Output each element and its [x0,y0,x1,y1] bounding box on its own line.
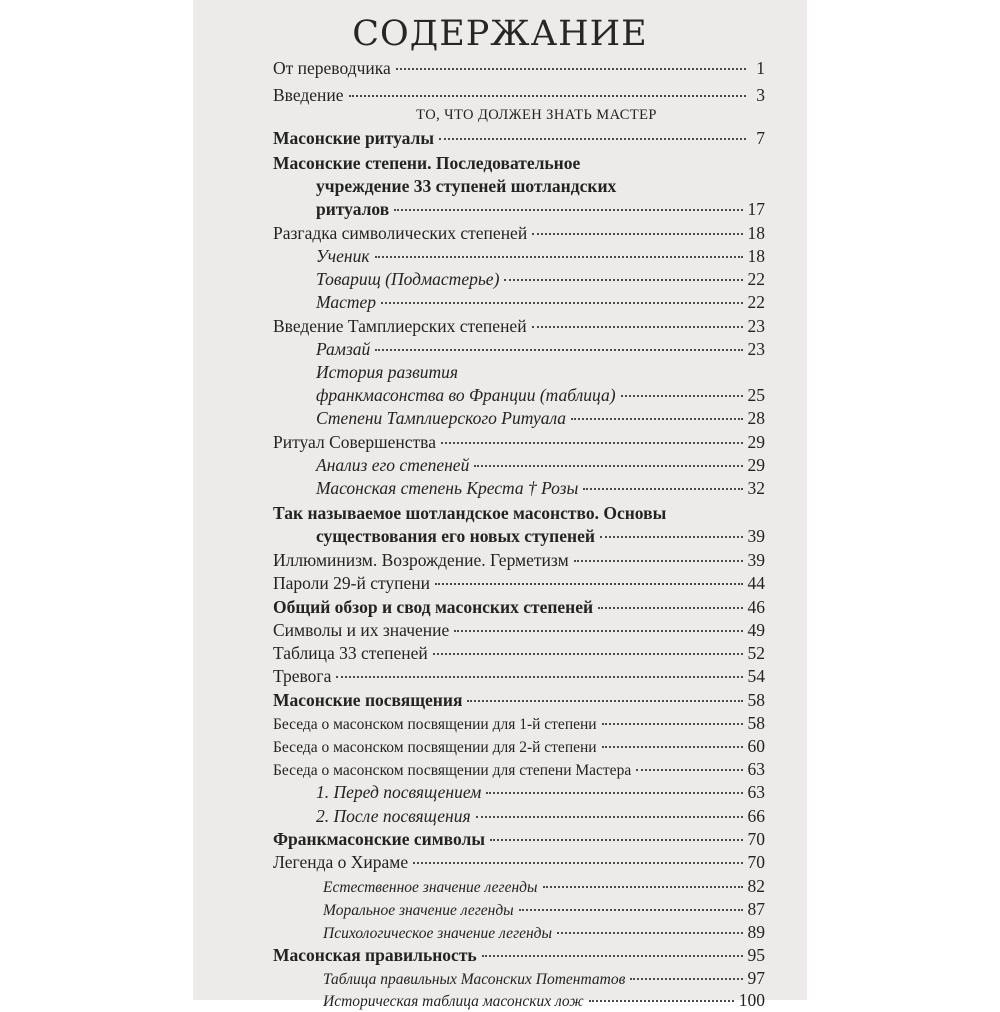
toc-leader-dots [441,442,743,444]
toc-page-number: 22 [747,292,765,312]
toc-entry [273,153,765,175]
toc-subentry [316,339,765,361]
toc-entry [273,666,765,688]
toc-entry [273,852,765,874]
toc-leader-dots [454,630,742,632]
toc-leader-dots [630,978,742,980]
toc-page-number: 3 [756,85,765,105]
toc-subentry [323,899,765,921]
toc-leader-dots [486,792,742,794]
toc-entry-text: Мастер [316,292,377,312]
toc-leader-dots [602,723,743,725]
table-of-contents [193,0,807,1010]
toc-subentry [316,408,765,430]
toc-leader-dots [375,349,742,351]
toc-leader-dots [467,700,742,702]
toc-entry-text: франкмасонства во Франции (таблица) [316,385,616,405]
toc-page-number: 95 [747,945,765,965]
toc-leader-dots [336,676,742,678]
toc-entry-continuation [316,526,765,548]
toc-entry-text: Масонские посвящения [273,690,463,710]
toc-subentry [323,990,765,1012]
toc-leader-dots [433,653,743,655]
toc-page-number: 63 [747,782,765,802]
toc-entry-text: существования его новых ступеней [316,526,595,546]
toc-entry-text: Масонские степени. Последовательное [273,153,581,173]
toc-entry-text: учреждение 33 ступеней шотландских [316,176,617,196]
toc-page-number: 82 [747,876,765,896]
toc-leader-dots [583,488,742,490]
toc-entry [273,85,765,107]
toc-entry [273,223,765,245]
toc-entry-text: Степени Тамплиерского Ритуала [316,408,567,428]
toc-leader-dots [557,932,742,934]
toc-page-number: 54 [747,666,765,686]
toc-entry [273,573,765,595]
toc-page-number: 97 [747,968,765,988]
toc-leader-dots [602,746,743,748]
toc-entry-text: Разгадка символических степеней [273,223,528,243]
toc-leader-dots [519,909,743,911]
toc-entry [273,643,765,665]
toc-entry [273,759,765,781]
toc-leader-dots [396,68,746,70]
toc-entry [273,432,765,454]
toc-entry-text: Анализ его степеней [316,455,470,475]
toc-entry-text: Беседа о масонском посвящении для степени Мастера [273,762,632,779]
toc-entry-text: Психологическое значение легенды [323,925,553,942]
toc-page-number: 44 [747,573,765,593]
toc-entry [273,713,765,735]
toc-leader-dots [574,560,743,562]
toc-leader-dots [482,955,743,957]
toc-page-number: 39 [747,526,765,546]
toc-leader-dots [636,769,742,771]
toc-page-number: 18 [747,223,765,243]
book-page [193,0,807,1010]
toc-section-heading-text: ТО, ЧТО ДОЛЖЕН ЗНАТЬ МАСТЕР [416,107,657,123]
toc-page-number: 70 [747,829,765,849]
toc-page-number: 25 [747,385,765,405]
toc-subentry [316,455,765,477]
toc-leader-dots [600,536,743,538]
toc-subentry [316,246,765,268]
toc-entry-text: ритуалов [316,199,390,219]
toc-subentry [316,806,765,828]
toc-entry-continuation [316,176,765,198]
toc-subentry [316,292,765,314]
toc-page-number: 29 [747,432,765,452]
toc-subentry [316,362,765,384]
toc-entry-text: Масонская степень Креста † Розы [316,478,579,498]
toc-entry-text: Общий обзор и свод масонских степеней [273,597,594,617]
toc-section-heading [308,107,765,129]
toc-entry-text: Тревога [273,666,332,686]
toc-leader-dots [490,839,742,841]
toc-entry [273,620,765,642]
toc-page-number: 58 [747,713,765,733]
toc-entry-continuation [316,199,765,221]
toc-entry-text: История развития [316,362,458,382]
toc-page-number: 66 [747,806,765,826]
toc-leader-dots [375,256,743,258]
toc-subentry [323,968,765,990]
toc-entry-text: Беседа о масонском посвящении для 1-й степени [273,716,597,733]
toc-entry-text: Введение [273,85,344,105]
toc-subentry [316,478,765,500]
toc-entry-text: Таблица правильных Масонских Потентатов [323,971,626,988]
toc-entry-text: Франкмасонские символы [273,829,486,849]
toc-entry [273,58,765,80]
toc-page-number: 87 [747,899,765,919]
toc-leader-dots [349,95,746,97]
toc-leader-dots [413,862,742,864]
toc-entry [273,736,765,758]
toc-leader-dots [543,886,743,888]
toc-entry-text: Товарищ (Подмастерье) [316,269,500,289]
page-title: СОДЕРЖАНИЕ [352,14,648,54]
toc-leader-dots [571,418,742,420]
toc-entry-text: Иллюминизм. Возрождение. Герметизм [273,550,569,570]
toc-entry-text: Ученик [316,246,370,266]
toc-entry [273,829,765,851]
toc-entry-text: 2. После посвящения [316,806,471,826]
toc-page-number: 1 [756,58,765,78]
toc-leader-dots [504,279,742,281]
toc-leader-dots [621,395,743,397]
toc-page-number: 63 [747,759,765,779]
toc-subentry [316,782,765,804]
toc-entry-text: Так называемое шотландское масонство. Основы [273,503,667,523]
toc-page-number: 39 [747,550,765,570]
toc-entry-text: Историческая таблица масонских лож [323,993,584,1010]
toc-page-number: 29 [747,455,765,475]
toc-page-number: 22 [747,269,765,289]
toc-subentry [323,876,765,898]
toc-page-number: 7 [756,128,765,148]
toc-page-number: 32 [747,478,765,498]
toc-entry-text: 1. Перед посвящением [316,782,482,802]
toc-page-number: 100 [738,990,765,1010]
toc-page-number: 49 [747,620,765,640]
toc-page-number: 23 [747,316,765,336]
toc-entry [273,597,765,619]
toc-entry [273,945,765,967]
toc-page-number: 23 [747,339,765,359]
toc-subentry [323,922,765,944]
toc-page-number: 89 [747,922,765,942]
toc-entry [273,550,765,572]
toc-leader-dots [381,302,742,304]
toc-leader-dots [476,816,743,818]
toc-entry [273,316,765,338]
toc-page-number: 46 [747,597,765,617]
toc-subentry [316,269,765,291]
toc-leader-dots [589,1000,734,1002]
toc-leader-dots [532,233,742,235]
toc-entry-text: Масонская правильность [273,945,477,965]
toc-page-number: 28 [747,408,765,428]
toc-entry-text: Введение Тамплиерских степеней [273,316,527,336]
toc-leader-dots [435,583,742,585]
toc-leader-dots [474,465,742,467]
toc-page-number: 52 [747,643,765,663]
toc-entry-text: Легенда о Хираме [273,852,409,872]
toc-page-number: 70 [747,852,765,872]
toc-entry-text: Масонские ритуалы [273,128,435,148]
toc-leader-dots [439,138,746,140]
toc-page-number: 58 [747,690,765,710]
toc-entry [273,128,765,150]
toc-entry-text: Моральное значение легенды [323,902,514,919]
toc-entry-text: Беседа о масонском посвящении для 2-й степени [273,739,597,756]
toc-page-number: 18 [747,246,765,266]
toc-entry-text: Естественное значение легенды [323,879,538,896]
toc-page-number: 17 [747,199,765,219]
toc-entry-text: Таблица 33 степеней [273,643,428,663]
toc-entry-text: От переводчика [273,58,391,78]
toc-entry-text: Символы и их значение [273,620,450,640]
toc-leader-dots [598,607,742,609]
toc-entry [273,690,765,712]
toc-entry-text: Пароли 29-й ступени [273,573,431,593]
toc-leader-dots [532,326,743,328]
toc-leader-dots [394,209,742,211]
toc-page-number: 60 [747,736,765,756]
toc-entry-text: Рамзай [316,339,371,359]
toc-entry-text: Ритуал Совершенства [273,432,436,452]
toc-subentry [316,385,765,407]
toc-entry [273,503,765,525]
